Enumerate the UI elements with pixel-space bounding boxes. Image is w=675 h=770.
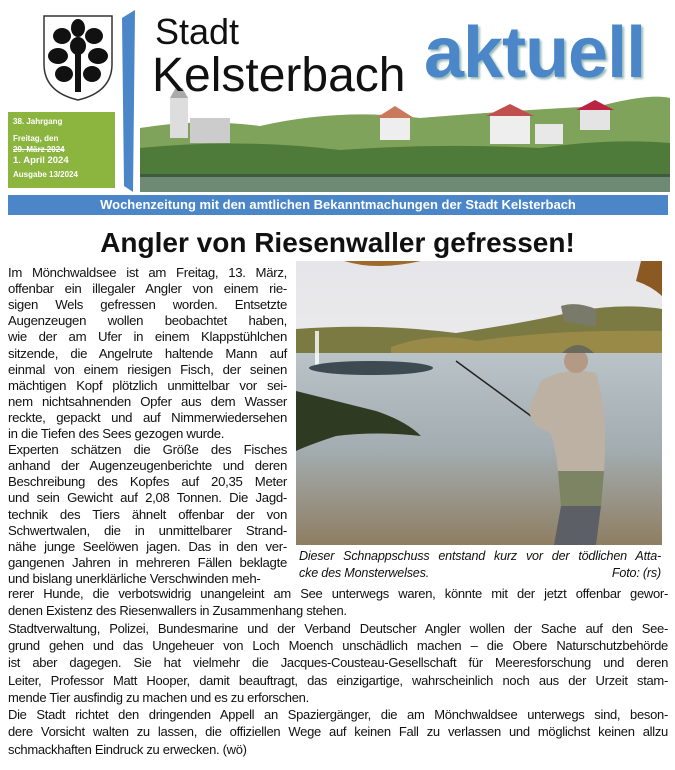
- article-text-line: sigen Wels gefressen worden. Entsetzte: [8, 297, 287, 313]
- article-text-line: technik des Tiers ähnelt offenbar der von: [8, 506, 287, 522]
- struck-date: 29. März 2024: [13, 145, 65, 154]
- article-photo-angler: [296, 261, 662, 545]
- article-headline: Angler von Riesenwaller gefressen!: [100, 227, 575, 258]
- article-text-line: reckte, gepackt und auf Nimmerwiedersehen: [8, 409, 287, 425]
- article-text-line: Die Stadt richtet den dringenden Appell an Spaziergänger, die am Mönchwaldsee unterwegs sind, beson-: [8, 707, 668, 723]
- article-text-line: Leiter, Professor Matt Hooper, damit beauftragt, das einzigartige, wahrscheinlich noch aus der Urzeit stam-: [8, 672, 668, 688]
- masthead-banner: Wochenzeitung mit den amtlichen Bekanntmachungen der Stadt Kelsterbach: [8, 195, 668, 215]
- article-text-line: gangenen Jahren in mehreren Fällen beklagte: [8, 554, 287, 570]
- caption-text-line2: cke des Monsterwelses.: [299, 566, 429, 580]
- article-text-line: Im Mönchwaldsee ist am Freitag, 13. März,: [8, 265, 287, 280]
- article-text-line: in die Tiefen des Sees gezogen wurde.: [8, 426, 225, 441]
- article-text-line: Stadtverwaltung, Polizei, Bundesmarine und der Verband Deutscher Angler wollen der Sache auf den See-: [8, 620, 668, 636]
- article-text-line: anhand der Augenzeugenberichte und deren: [8, 458, 287, 474]
- coat-of-arms-icon: [42, 14, 114, 102]
- photo-credit: Foto: (rs): [611, 566, 661, 580]
- issue-date: 1. April 2024: [13, 155, 69, 166]
- article-text-line: ist aber dagegen. Sie hat vielmehr die Jacques-Cousteau-Gesellschaft für Meeresforschung und deren: [8, 655, 668, 671]
- issue-info-box: [8, 112, 115, 188]
- volume-label: 38. Jahrgang: [13, 117, 63, 126]
- article-text-line: mächtigen Kopf plötzlich unmittelbar vor sei-: [8, 377, 287, 393]
- article-text-line: Experten schätzen die Größe des Fisches: [8, 442, 287, 458]
- article-text-line: und bislang unerklärliche Verschwinden meh-: [8, 570, 261, 586]
- issue-number: Ausgabe 13/2024: [13, 170, 78, 179]
- article-text-line: dere Vorsicht walten zu lassen, die offiziellen Wege auf keinen Fall zu verlassen und möglichst keinen allzu: [8, 724, 668, 740]
- article-text-line: wie der am Ufer in einem Klappstühlchen: [8, 329, 287, 345]
- article-text-line: einmal von einem riesigen Fisch, der seinen: [8, 361, 287, 377]
- article-text-line: Augenzeugen wollen beobachtet haben,: [8, 313, 287, 329]
- article-text-line: grund gehen und das Ungeheuer von Loch Moench unschädlich machen – die Obere Naturschutzbehörde: [8, 637, 668, 653]
- town-panorama-photo: [140, 88, 670, 192]
- article-text-line: und sein Gewicht auf 2,08 Tonnen. Die Jagd-: [8, 490, 287, 506]
- article-text-line: sitzende, die Angelrute haltende Mann auf: [8, 345, 287, 361]
- article-text-line: Beschreibung des Kopfes auf 20,35 Meter: [8, 474, 287, 490]
- article-text-line: Schwertwalen, die in unmittelbarer Strand-: [8, 522, 287, 538]
- article-text-line: offenbar ein illegaler Angler von einem rie-: [8, 281, 287, 297]
- photo-caption: [299, 548, 661, 582]
- article-text-line: rerer Hunde, die verbotswidrig unangeleint am See unterwegs waren, könnte mit der jetzt offenbar gewor-: [8, 586, 668, 601]
- masthead-title-kelsterbach: Kelsterbach: [152, 49, 406, 102]
- caption-text-line1: Dieser Schnappschuss entstand kurz vor der tödlichen Atta-: [299, 549, 661, 563]
- article-text-line: nähe junge Seelöwen jagen. Das in den ver-: [8, 538, 287, 554]
- article-text-line: nem nichtsahnenden Opfer aus dem Wasser: [8, 393, 287, 409]
- masthead-title-stadt: Stadt: [155, 11, 240, 52]
- article-text-line: denen Existenz des Riesenwallers in Zusammenhang stehen.: [8, 603, 347, 619]
- masthead-brand-aktuell: aktuell: [424, 13, 646, 93]
- masthead-accent-bar: [120, 10, 136, 192]
- article-text-line: mende Tier ausfindig zu machen und es zu erforschen.: [8, 689, 309, 705]
- date-label: Freitag, den: [13, 134, 59, 143]
- article-text-line: schmackhaften Eindruck zu erwecken. (wö): [8, 741, 247, 757]
